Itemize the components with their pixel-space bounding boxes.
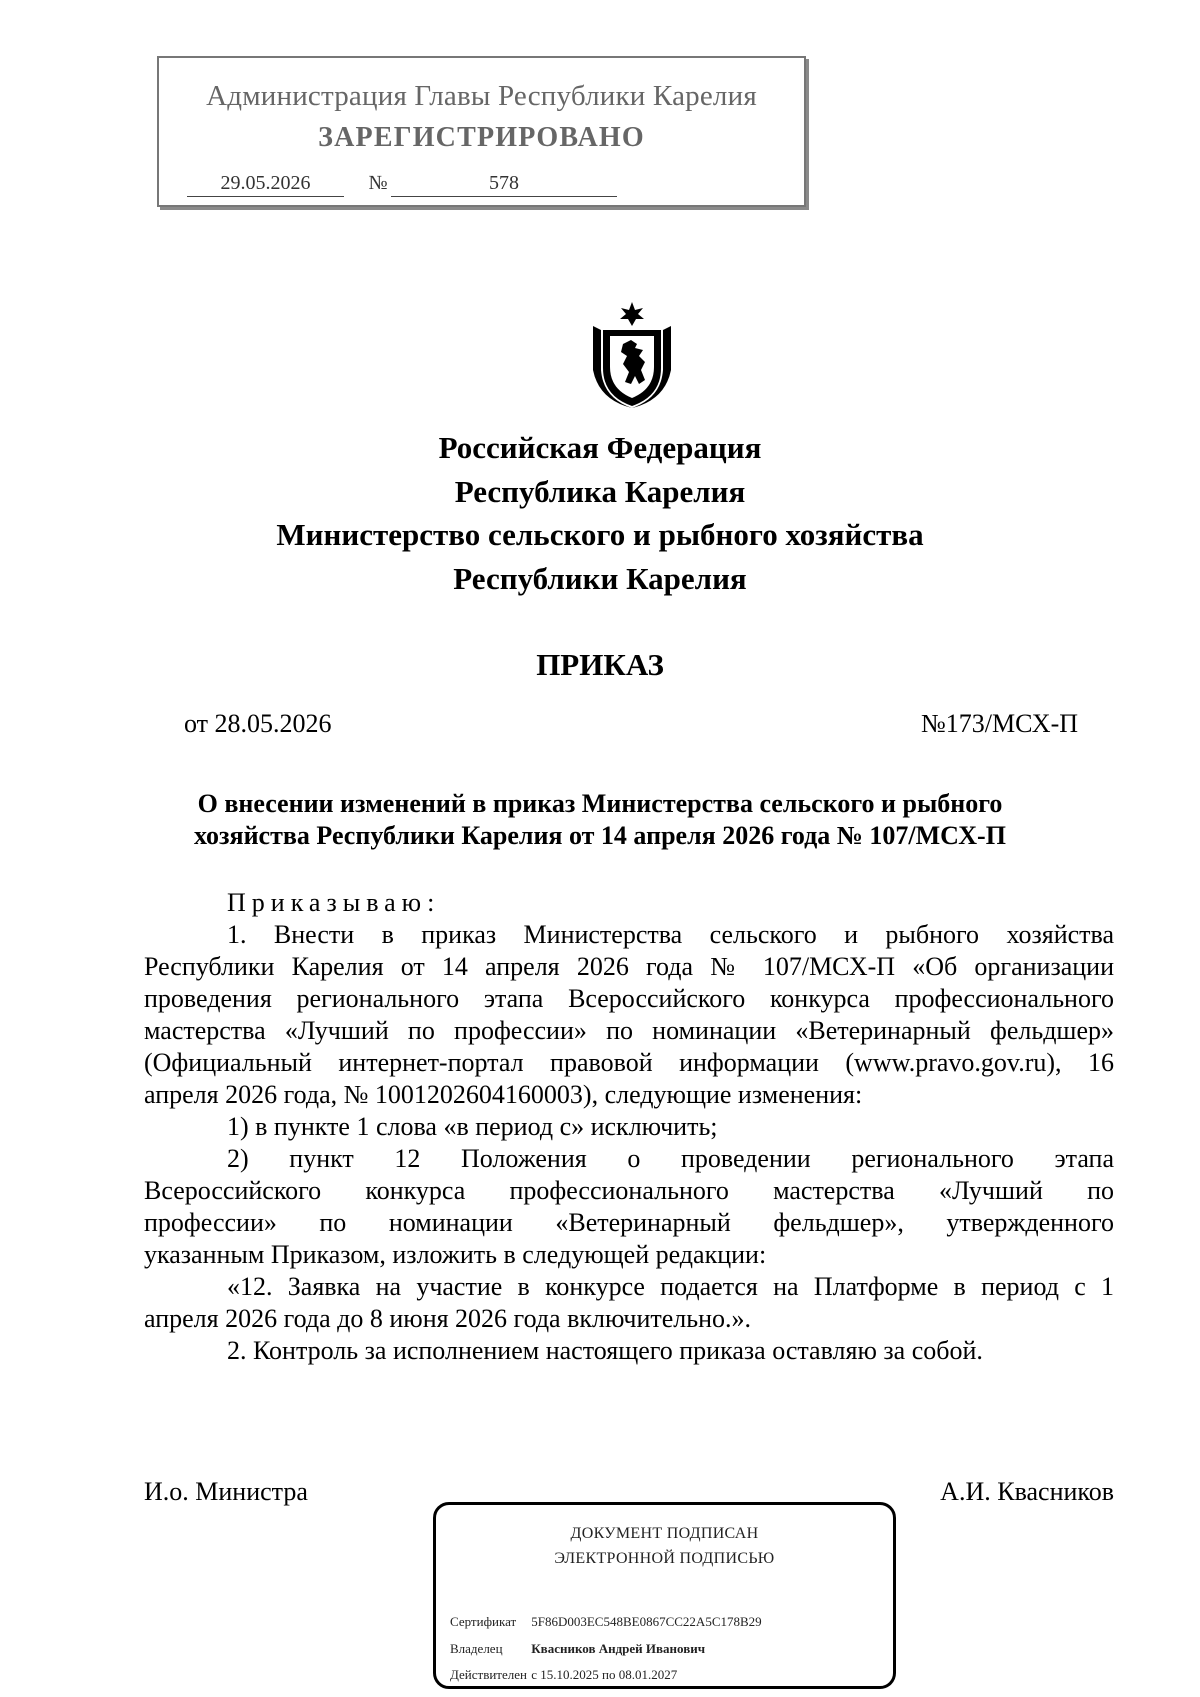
esignature-owner-row (450, 1641, 705, 1657)
header-republic: Республика Карелия (454, 474, 746, 509)
signatory-position: И.о. Министра (144, 1477, 308, 1506)
paragraph-line: Республики Карелия от 14 апреля 2026 года № 107/МСХ-П «Об организации (144, 952, 1114, 981)
paragraph-line: апреля 2026 года, № 1001202604160003), следующие изменения: (144, 1080, 863, 1109)
paragraph-line: профессии» по номинации «Ветеринарный фельдшер», утвержденного (144, 1208, 1114, 1237)
registration-stamp (157, 56, 806, 207)
registration-number-label: № (368, 172, 388, 194)
document-subject-line: хозяйства Республики Карелия от 14 апреля 2026 года № 107/МСХ-П (194, 821, 1006, 850)
document-type: ПРИКАЗ (536, 647, 664, 682)
validity-label: Действителен (450, 1667, 527, 1682)
owner-label: Владелец (450, 1641, 503, 1656)
header-country: Российская Федерация (438, 430, 762, 465)
paragraph-2: 2. Контроль за исполнением настоящего приказа оставляю за собой. (227, 1336, 983, 1365)
order-number: №173/МСХ-П (920, 709, 1078, 738)
registration-date: 29.05.2026 (187, 172, 344, 197)
paragraph-line: «12. Заявка на участие в конкурсе подается на Платформе в период с 1 (227, 1272, 1114, 1301)
header-ministry: Министерство сельского и рыбного хозяйства (276, 517, 924, 552)
validity-value: с 15.10.2025 по 08.01.2027 (531, 1667, 678, 1682)
order-verb: Приказываю: (227, 888, 441, 917)
signatory-name: А.И. Квасников (940, 1477, 1114, 1506)
paragraph-line: 1. Внести в приказ Министерства сельского и рыбного хозяйства (227, 920, 1114, 949)
subitem-1: 1) в пункте 1 слова «в период с» исключить; (227, 1112, 718, 1141)
owner-value: Квасников Андрей Иванович (531, 1641, 706, 1656)
coat-of-arms-icon (587, 300, 677, 408)
paragraph-line: (Официальный интернет-портал правовой информации (www.pravo.gov.ru), 16 (144, 1048, 1114, 1077)
header-ministry-republic: Республики Карелия (453, 561, 747, 596)
order-date: от 28.05.2026 (184, 709, 332, 738)
paragraph-line: Всероссийского конкурса профессионального мастерства «Лучший по (144, 1176, 1114, 1205)
electronic-signature-stamp (433, 1502, 896, 1689)
paragraph-line: мастерства «Лучший по профессии» по номинации «Ветеринарный фельдшер» (144, 1016, 1114, 1045)
registration-number: 578 (391, 172, 617, 197)
registration-administration: Администрация Главы Республики Карелия (206, 80, 757, 112)
registration-status: ЗАРЕГИСТРИРОВАНО (318, 122, 645, 153)
certificate-value: 5F86D003EC548BE0867CC22A5C178B29 (531, 1614, 762, 1629)
esignature-validity-row (450, 1667, 677, 1683)
paragraph-line: указанным Приказом, изложить в следующей редакции: (144, 1240, 767, 1269)
paragraph-line: апреля 2026 года до 8 июня 2026 года включительно.». (144, 1304, 752, 1333)
certificate-label: Сертификат (450, 1614, 517, 1629)
document-subject-line: О внесении изменений в приказ Министерства сельского и рыбного (197, 789, 1003, 818)
esignature-title: ЭЛЕКТРОННОЙ ПОДПИСЬЮ (554, 1550, 775, 1567)
esignature-certificate-row (450, 1614, 762, 1630)
paragraph-line: 2) пункт 12 Положения о проведении регионального этапа (227, 1144, 1114, 1173)
esignature-title: ДОКУМЕНТ ПОДПИСАН (570, 1525, 759, 1542)
paragraph-line: проведения регионального этапа Всероссийского конкурса профессионального (144, 984, 1114, 1013)
